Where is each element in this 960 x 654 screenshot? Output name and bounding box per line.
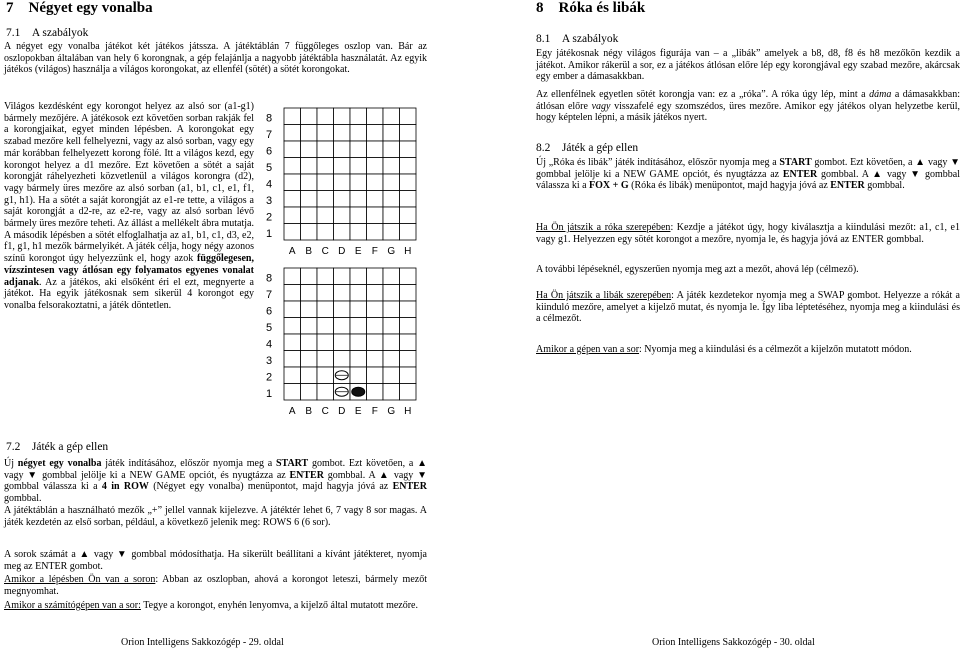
board-grid: [266, 268, 416, 417]
board-square: [400, 318, 417, 335]
board-square: [317, 351, 334, 368]
paragraph: Amikor a lépésben Ön van a soron: Abban az oszlopban, ahová a korongot leteszi, bármely mezőt megnyomhat.: [4, 574, 427, 597]
board-square: [367, 174, 384, 191]
rank-label: 7: [266, 129, 273, 141]
board-square: [317, 285, 334, 302]
board-square: [317, 125, 334, 142]
board-square: [301, 301, 318, 318]
file-label: A: [288, 406, 296, 417]
paragraph: Amikor a számítógépen van a sor: Tegye a korongot, enyhén lenyomva, a kijelző által mutatott mezőre.: [4, 600, 418, 611]
board-square: [284, 191, 301, 208]
board-square: [400, 141, 417, 158]
board-square: [301, 224, 318, 241]
board-square: [284, 207, 301, 224]
board-square: [400, 125, 417, 142]
board-square: [317, 191, 334, 208]
board-square: [317, 318, 334, 335]
board-square: [317, 108, 334, 125]
board-square: [301, 367, 318, 384]
file-label: E: [354, 406, 362, 417]
board-square: [334, 108, 351, 125]
dark-disc: [352, 387, 365, 396]
rank-label: 6: [266, 305, 273, 318]
board-square: [383, 268, 400, 285]
board-square: [367, 351, 384, 368]
section-heading: 8.2 Játék a gép ellen: [536, 142, 639, 154]
board-square: [350, 367, 367, 384]
board-square: [284, 268, 301, 285]
board-square: [301, 334, 318, 351]
board-square: [317, 367, 334, 384]
paragraph: Amikor a gépen van a sor: Nyomja meg a kiindulási és a célmezőt a kijelzőn mutatott módon.: [536, 344, 912, 355]
board-square: [400, 158, 417, 175]
paragraph: Új „Róka és libák” játék indításához, először nyomja meg a START gombot. Ezt követően, a ▲ vagy ▼ gombbal jelölje ki a NEW GAME opciót, és nyugtázza az ENTER gombbal. A ▲ vagy ▼ gombbal válassza ki a FOX + G (Róka és libák) menüpontot, majd hagyja jóvá az ENTER gombbal.: [536, 157, 960, 192]
paragraph: A játéktáblán a használható mezők „+” jellel vannak kijelezve. A játéktér lehet 6, 7 vagy 8 sor magas. A játék kezdetén az első sorban, például, a következő jelenik meg: ROWS 6 (6 sor).: [4, 505, 427, 528]
board-square: [400, 207, 417, 224]
board-square: [317, 301, 334, 318]
paragraph: Ha Ön játszik a róka szerepében: Kezdje a játékot úgy, hogy kiválasztja a kiindulási mezőt: a1, c1, e1 vagy g1. Helyezzen egy sötét korongot a mezőre, nyomja le, és hagyja jóvá az ENTER gombbal.: [536, 222, 960, 245]
board-square: [350, 224, 367, 241]
board-square: [367, 367, 384, 384]
rank-label: 5: [266, 322, 273, 334]
board-square: [334, 141, 351, 158]
board-square: [367, 141, 384, 158]
board-square: [284, 174, 301, 191]
board-square: [334, 351, 351, 368]
rank-label: 2: [266, 211, 273, 224]
board-diagram-1: [262, 104, 422, 266]
board-square: [334, 224, 351, 241]
board-square: [383, 301, 400, 318]
board-square: [367, 268, 384, 285]
board-square: [383, 367, 400, 384]
board-square: [317, 224, 334, 241]
rank-label: 7: [266, 289, 273, 301]
board-square: [383, 384, 400, 401]
paragraph: Új négyet egy vonalba játék indításához, először nyomja meg a START gombot. Ezt követően, a ▲ vagy ▼ gombbal jelölje ki a NEW GAME opciót, és nyugtázza az ENTER gombbal. A ▲ vagy ▼ gombbal válassza ki a 4 in ROW (Négyet egy vonalba) menüpontot, majd hagyja jóvá az ENTER gombbal.: [4, 458, 428, 505]
board-square: [400, 351, 417, 368]
file-label: C: [321, 246, 329, 257]
file-label: E: [354, 246, 362, 257]
board-square: [317, 158, 334, 175]
board-square: [334, 301, 351, 318]
board-square: [284, 351, 301, 368]
board-square: [383, 334, 400, 351]
board-square: [301, 125, 318, 142]
rank-label: 8: [266, 112, 273, 125]
board-square: [334, 207, 351, 224]
board-square: [334, 285, 351, 302]
board-square: [367, 125, 384, 142]
board-square: [317, 384, 334, 401]
board-square: [383, 141, 400, 158]
page-footer: Orion Intelligens Sakkozógép - 29. oldal: [121, 637, 284, 648]
board-square: [350, 191, 367, 208]
board-square: [334, 191, 351, 208]
board-square: [284, 318, 301, 335]
board-square: [400, 334, 417, 351]
board-square: [301, 191, 318, 208]
board-square: [284, 301, 301, 318]
board-square: [383, 207, 400, 224]
paragraph: A sorok számát a ▲ vagy ▼ gombbal módosíthatja. Ha sikerült beállítani a kívánt játékteret, nyomja meg az ENTER gombot.: [4, 549, 427, 572]
board-square: [400, 285, 417, 302]
board-diagram-2: [262, 264, 422, 426]
board-square: [350, 351, 367, 368]
board-square: [317, 207, 334, 224]
rank-label: 6: [266, 145, 273, 158]
board-square: [367, 318, 384, 335]
board-square: [284, 334, 301, 351]
board-square: [367, 108, 384, 125]
board-square: [367, 384, 384, 401]
board-square: [350, 207, 367, 224]
board-square: [367, 334, 384, 351]
paragraph: A további lépéseknél, egyszerűen nyomja meg azt a mezőt, ahová lép (célmező).: [536, 264, 859, 275]
paragraph: Ha Ön játszik a libák szerepében: A játék kezdetekor nyomja meg a SWAP gombot. Helyezze a rókát a kiinduló mezőre, amelyet a kijelző mutat, és nyomja le. Így liba léptetéséhez, nyomja meg a kiindulási és a célmezőt.: [536, 290, 960, 325]
board-square: [284, 158, 301, 175]
board-square: [301, 268, 318, 285]
rank-label: 2: [266, 371, 273, 384]
board-square: [367, 191, 384, 208]
file-label: D: [338, 406, 346, 417]
board-square: [284, 285, 301, 302]
board-square: [383, 125, 400, 142]
board-square: [400, 224, 417, 241]
file-label: G: [387, 246, 396, 257]
board-square: [334, 318, 351, 335]
board-square: [317, 268, 334, 285]
board-square: [350, 141, 367, 158]
board-square: [301, 207, 318, 224]
board-square: [367, 301, 384, 318]
board-square: [350, 334, 367, 351]
board-square: [301, 318, 318, 335]
board-square: [383, 224, 400, 241]
board-square: [284, 367, 301, 384]
board-square: [383, 108, 400, 125]
board-square: [334, 334, 351, 351]
rank-label: 8: [266, 272, 273, 285]
board-square: [301, 141, 318, 158]
board-square: [301, 108, 318, 125]
board-square: [317, 141, 334, 158]
rules-paragraph: Az ellenfélnek egyetlen sötét korongja van: ez a „róka”. A róka úgy lép, mint a dáma a dámasakkban: átlósan előre vagy visszafelé egy szomszédos, üres mezőre. Amikor egy játékos olyan helyzetbe kerül, hogy képtelen lépni, a másik játékos nyert.: [536, 89, 960, 124]
board-square: [400, 367, 417, 384]
rank-label: 4: [266, 178, 273, 191]
file-label: H: [404, 406, 412, 417]
board-square: [350, 301, 367, 318]
board-square: [400, 301, 417, 318]
board-square: [284, 384, 301, 401]
rank-label: 3: [266, 355, 273, 367]
rank-label: 1: [266, 228, 273, 240]
file-label: A: [288, 246, 296, 257]
board-square: [400, 191, 417, 208]
board-square: [334, 158, 351, 175]
board-square: [367, 285, 384, 302]
board-square: [334, 125, 351, 142]
board-square: [301, 174, 318, 191]
board-square: [334, 174, 351, 191]
board-square: [383, 191, 400, 208]
board-square: [301, 158, 318, 175]
section-heading: 7.1 A szabályok: [6, 27, 89, 39]
board-square: [317, 334, 334, 351]
board-square: [350, 285, 367, 302]
rank-label: 5: [266, 162, 273, 174]
board-square: [284, 108, 301, 125]
intro-paragraph: A négyet egy vonalba játékot két játékos játssza. A játéktáblán 7 függőleges oszlop van. Bár az oszlopokban általában van hely 6 korongnak, a gép felajánlja a nagyobb játéktábla használatát. Az egyik játékos (világos) használja a világos korongokat, az ellenfél (sötét) a sötét korongokat.: [4, 41, 427, 76]
board-square: [301, 351, 318, 368]
board-square: [367, 207, 384, 224]
file-label: B: [305, 406, 313, 417]
chapter-title: 7 Négyet egy vonalba: [6, 0, 153, 16]
board-square: [383, 318, 400, 335]
rank-label: 1: [266, 388, 273, 400]
file-label: H: [404, 246, 412, 257]
board-square: [367, 158, 384, 175]
board-square: [350, 158, 367, 175]
board-square: [350, 125, 367, 142]
board-grid: [266, 108, 416, 257]
board-square: [301, 285, 318, 302]
board-square: [400, 108, 417, 125]
file-label: F: [371, 406, 378, 417]
board-square: [400, 384, 417, 401]
rank-label: 3: [266, 195, 273, 207]
page-footer: Orion Intelligens Sakkozógép - 30. oldal: [652, 637, 815, 648]
rank-label: 4: [266, 338, 273, 351]
board-square: [350, 174, 367, 191]
file-label: C: [321, 406, 329, 417]
file-label: G: [387, 406, 396, 417]
rules-paragraph: Világos kezdésként egy korongot helyez az alsó sor (a1-g1) bármely mezőjére. A játékosok ezt követően sorban rakják fel a korongjaikat, egyet minden lépésben. A korongokat egy szabad mezőre kell felhelyezni, vagy az alsó sorban, vagy egy már korábban felhelyezett korong fölé. Itt a világos kezd, egy korongot helyez a d1 mezőre. Ezt követően a sötét a saját korongját ráhelyezheti közvetlenül a világos korongra (d2), vagy bármely üres mezőre az alsó sorban (a1, b1, c1, e1, f1, g1, h1). Ha a sötét a saját korongját az e1-re tette, a világos a saját korongját a d2-re, az e2-re, vagy az alsó sorban lévő bármely üres mezőre teheti. Az állást a mellékelt ábra mutatja. A második lépésben a sötét elfoglalhatja az a1, b1, c1, d3, e2, f1, g1, h1 mezők bármelyikét. A játék célja, hogy négy azonos színű korongot úgy helyezzünk el, hogy azok függőlegesen, vízszintesen vagy átlósan egy folyamatos egyenes vonalat adjanak. Az a játékos, aki elsőként éri el ezt, megnyerte a játékot. Ha egyik játékosnak sem sikerül 4 korongot egy vonalba felsorakoztatni, a játék döntetlen.: [4, 101, 254, 311]
file-label: F: [371, 246, 378, 257]
board-square: [284, 125, 301, 142]
file-label: B: [305, 246, 313, 257]
file-label: D: [338, 246, 346, 257]
rules-paragraph: Egy játékosnak négy világos figurája van – a „libák” amelyek a b8, d8, f8 és h8 mezőkön kezdik a játékot. Amikor rákerül a sor, ez a játékos átlósan előre lép egy korongjával egy szabad mezőre, akárcsak egy ember a dámasakkban.: [536, 48, 960, 83]
board-square: [301, 384, 318, 401]
board-square: [400, 268, 417, 285]
section-heading: 7.2 Játék a gép ellen: [6, 441, 109, 453]
section-heading: 8.1 A szabályok: [536, 33, 619, 45]
board-square: [284, 224, 301, 241]
board-square: [383, 351, 400, 368]
chapter-title: 8 Róka és libák: [536, 0, 646, 16]
board-square: [383, 285, 400, 302]
board-square: [284, 141, 301, 158]
board-square: [334, 268, 351, 285]
board-square: [350, 268, 367, 285]
board-square: [317, 174, 334, 191]
board-square: [367, 224, 384, 241]
board-square: [350, 108, 367, 125]
board-square: [383, 174, 400, 191]
board-square: [383, 158, 400, 175]
board-square: [350, 318, 367, 335]
board-square: [400, 174, 417, 191]
